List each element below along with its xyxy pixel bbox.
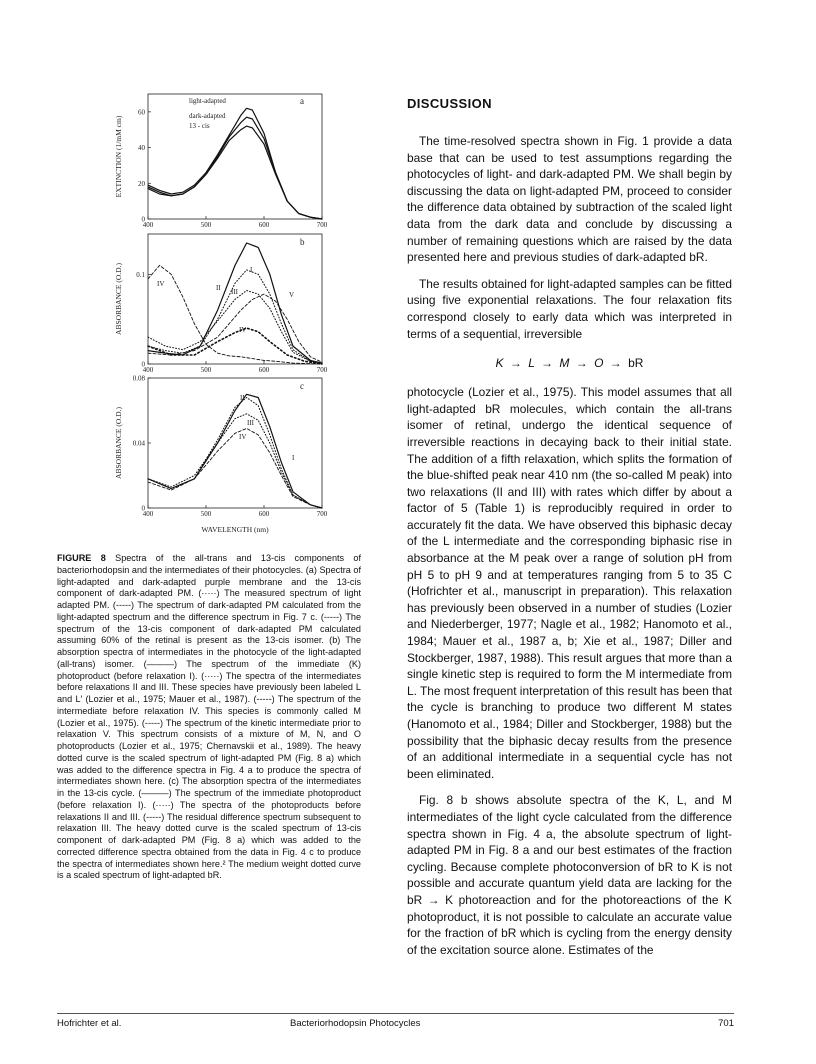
footer-rule <box>57 1013 734 1014</box>
y-tick-label: 0 <box>141 215 145 224</box>
reaction-scheme <box>407 356 732 370</box>
x-tick-label: 400 <box>142 510 154 518</box>
panel-b <box>114 234 328 374</box>
y-tick-label: 60 <box>138 108 145 117</box>
x-tick-label: 400 <box>142 366 154 374</box>
footer-authors: Hofrichter et al. <box>57 1018 122 1029</box>
y-tick-label: 0 <box>141 360 145 369</box>
curve-annotation: dark-adapted <box>189 112 226 120</box>
series-line-13-cis <box>148 126 322 219</box>
panel-letter: b <box>300 237 305 247</box>
x-tick-label: 500 <box>200 221 212 229</box>
scheme-l: L <box>528 356 535 371</box>
x-tick-label: 500 <box>200 510 212 518</box>
y-axis-label: ABSORBANCE (O.D.) <box>114 263 123 335</box>
paragraph-2: The results obtained for light-adapted samples can be fitted using five exponential relaxations. The four relaxation fits correspond closely to early data which was interpreted in terms of a sequential, irreversible <box>407 276 732 341</box>
footer-title: Bacteriorhodopsin Photocycles <box>290 1018 421 1029</box>
curve-annotation: IV <box>239 326 247 334</box>
y-axis-label: EXTINCTION (1/mM cm) <box>114 115 123 198</box>
curve-annotation: I <box>292 454 295 462</box>
scheme-br: bR <box>628 356 644 371</box>
scheme-arrow: → <box>609 356 622 371</box>
figure-8-plots <box>100 88 340 548</box>
x-tick-label: 700 <box>316 510 328 518</box>
series-line-i <box>148 243 322 363</box>
curve-annotation: V <box>289 291 295 299</box>
series-line-dark-adapted <box>148 117 322 219</box>
scheme-arrow: → <box>509 356 522 371</box>
y-tick-label: 0.08 <box>132 374 145 383</box>
x-tick-label: 600 <box>258 366 270 374</box>
x-tick-label: 600 <box>258 221 270 229</box>
panel-c <box>114 375 328 535</box>
caption-label: FIGURE 8 <box>57 553 106 563</box>
curve-annotation: I <box>250 266 253 274</box>
figure-caption <box>57 553 361 882</box>
series-line-ii <box>148 398 322 509</box>
y-tick-label: 0.1 <box>136 270 145 279</box>
curve-annotation: light-adapted <box>189 97 226 105</box>
y-tick-label: 20 <box>138 179 145 188</box>
scheme-m: M <box>559 356 570 371</box>
scheme-arrow: → <box>575 356 588 371</box>
scheme-o: O <box>594 356 604 371</box>
curve-annotation: II <box>216 284 221 292</box>
panel-letter: a <box>300 96 304 106</box>
x-tick-label: 600 <box>258 510 270 518</box>
curve-annotation: II <box>240 394 245 402</box>
y-axis-label: ABSORBANCE (O.D.) <box>114 407 123 479</box>
curve-annotation: IV <box>239 433 247 441</box>
x-tick-label: 700 <box>316 221 328 229</box>
page-number: 701 <box>718 1018 734 1029</box>
series-line-iv-heavy-dotted- <box>148 328 322 364</box>
section-heading: DISCUSSION <box>407 96 492 111</box>
caption-text: Spectra of the all-trans and 13-cis components of bacteriorhodopsin and the intermediates of their photocycles. (a) Spectra of light-adapted and dark-adapted purple membrane and the 13-cis component of dark-adapted PM. (·····) The measured spectrum of light adapted PM. (-----) The spectrum of dark-adapted PM calculated from the light-adapted spectrum and the difference spectrum in Fig. 7 c. (-----) The spectrum of the 13-cis component of dark-adapted PM calculated assuming 60% of the retinal is present as the 13-cis isomer. (b) The absorption spectra of intermediates in the photocycle of the light-adapted (all-trans) isomer. (———) The spectrum of the immediate (K) photoproduct (before relaxation I). (·····) The spectra of the intermediates before relaxations II and III. These species have previously been labeled L and L′ (Lozier et al., 1975; Mauer et al., 1987). (-----) The spectrum of the intermediate before relaxation IV. This species is commonly called M (Lozier et al., 1975). (-----) The spectrum of the kinetic intermediate prior to relaxation V. This spectrum consists of a mixture of M, N, and O photoproducts (Lozier et al., 1975; Chernavskii et al., 1989). The heavy dotted curve is the scaled spectrum of light-adapted PM (Fig. 8 a) which was added to the difference spectra in Fig. 4 a to produce the spectra of intermediates shown here. (c) The absorption spectra of the intermediates in the 13-cis cycle. (———) The spectrum of the immediate photoproduct (before relaxation I). (·····) The spectra of the photoproducts before relaxations II and III. (-----) The residual difference spectrum subsequent to relaxation III. The heavy dotted curve is the scaled spectrum of 13-cis component of dark-adapted PM (Fig. 8 a) which was added to the corrected difference spectra obtained from the data in Fig. 4 c to produce the spectra of intermediates shown here.² The medium weight dotted curve is a scaled spectrum of light-adapted bR. <box>57 553 361 881</box>
y-tick-label: 0 <box>141 504 145 513</box>
x-tick-label: 500 <box>200 366 212 374</box>
curve-annotation: III <box>231 288 238 296</box>
paragraph-4: Fig. 8 b shows absolute spectra of the K, L, and M intermediates of the light cycle calculated from the difference spectra shown in Fig. 4 a, the absolute spectrum of light-adapted PM in Fig. 8 a and our best estimates of the fraction cycling. Because complete photoconversion of bR to K is not possible and accurate quantum yield data are lacking for the bR → K photoreaction and for the photoreactions of the K photoproduct, it is not possible to calculate an accurate value for the fraction of bR which is cycling from the energy density of the excitation source alone. Estimates of the <box>407 793 732 957</box>
x-tick-label: 700 <box>316 366 328 374</box>
scheme-k: K <box>495 356 504 371</box>
panel-a <box>114 94 328 229</box>
panel-letter: c <box>300 381 304 391</box>
figure-8 <box>100 88 340 548</box>
discussion-section <box>407 96 732 968</box>
curve-annotation: III <box>247 419 254 427</box>
y-tick-label: 0.04 <box>132 439 145 448</box>
scheme-arrow: → <box>541 356 554 371</box>
curve-annotation: 13 - cis <box>189 122 210 130</box>
series-line-light-adapted <box>148 108 322 219</box>
x-tick-label: 400 <box>142 221 154 229</box>
curve-annotation: IV <box>157 280 165 288</box>
paragraph-1: The time-resolved spectra shown in Fig. 1 provide a data base that can be used to test assumptions regarding the photocycles of light- and dark-adapted PM. We shall begin by discussing the data on light-adapted PM, proceed to consider the difference data obtained by subtraction of the scaled light data from the dark data and conclude by discussing a number of remaining questions which are raised by the data presented here and previous studies of dark-adapted bR. <box>407 134 732 265</box>
series-line-i <box>148 394 322 508</box>
y-tick-label: 40 <box>138 144 145 153</box>
plot-frame <box>148 94 322 219</box>
paragraph-3: photocycle (Lozier et al., 1975). This model assumes that all light-adapted bR molecules, which contain the all-trans isomer of retinal, undergo the identical sequence of irreversible reactions in decaying back to their initial state. The addition of a fifth relaxation, which splits the formation of the blue-shifted peak near 410 nm (the so-called M peak) into two relaxations (II and III) with rates which differ by about a factor of 5 (Table 1) is reproducibly required in order to accurately fit the data. We have observed this biphasic decay of the L intermediate and the corresponding biphasic rise in absorbance at the M peak over a range of solution pH from pH 5 to pH 9 and at temperatures ranging from 5 to 35 C (Hofrichter et al., manuscript in preparation). This relaxation has previously been observed in a number of studies (Lozier and Niederberger, 1977; Nagle et al., 1982; Hanomoto et al., 1984; Mauer et al., 1987 a, b; Xie et al., 1987; Diller and Stockberger, 1987, 1988). This result argues that more than a single kinetic step is required to form the M intermediate from L. The most frequent interpretation of this result has been that the cycle is branching to produce two different M states (Hanomoto et al., 1984; Diller and Stockberger, 1988) but the possibility that the biphasic decay results from the presence of an additional intermediate in a sequential cycle has not been eliminated. <box>407 385 732 781</box>
x-axis-label: WAVELENGTH (nm) <box>201 525 269 534</box>
